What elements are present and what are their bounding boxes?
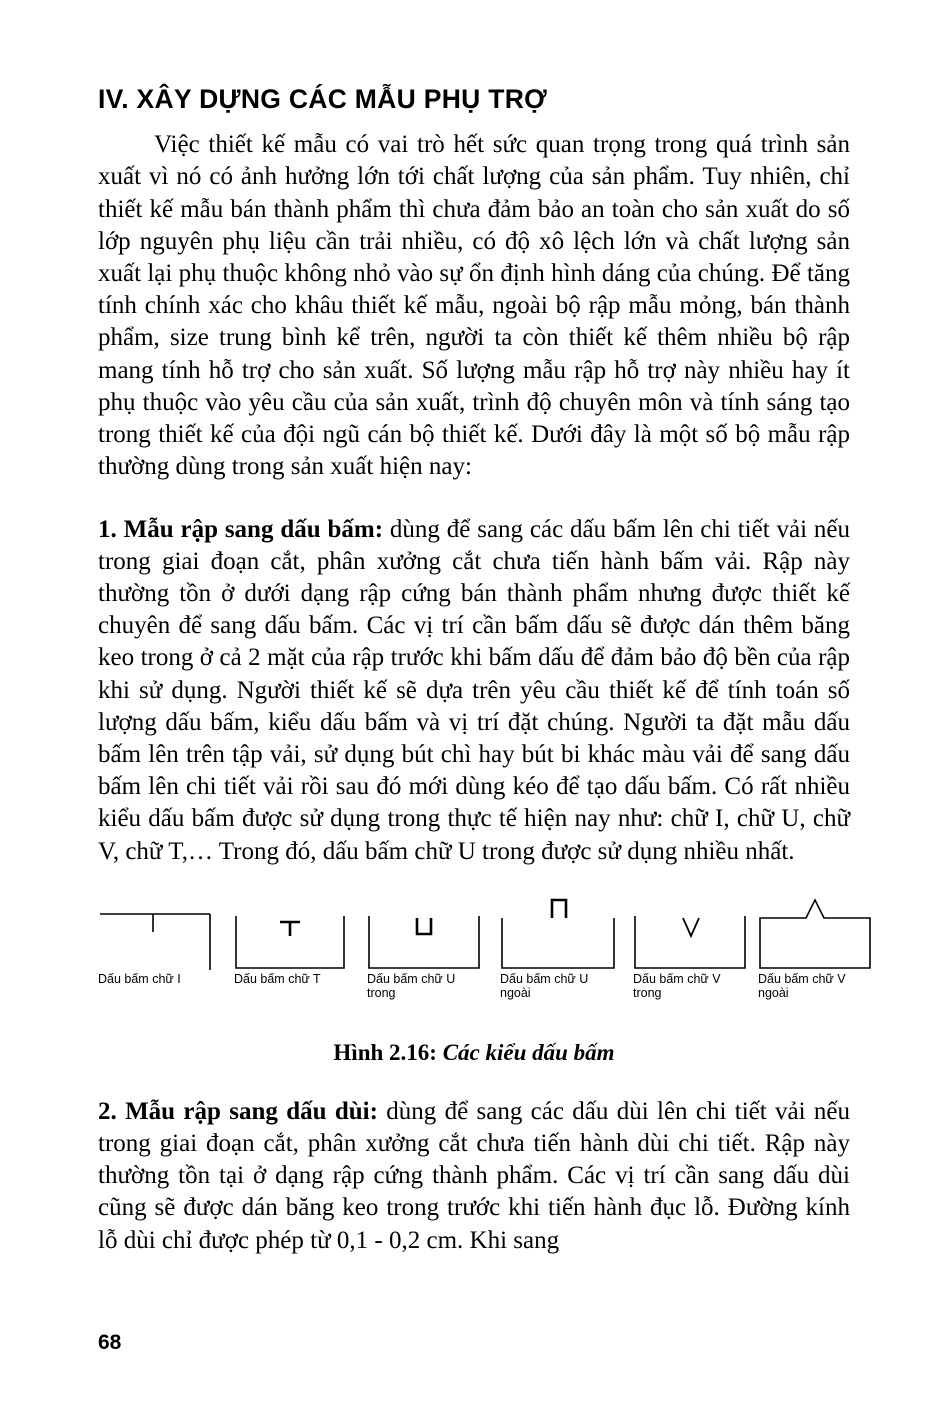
section-2-lead: 2. Mẫu rập sang dấu dùi: xyxy=(98,1097,378,1125)
notch-panel-v-out xyxy=(758,892,884,1016)
figure-caption-text: Các kiểu dấu bấm xyxy=(436,1039,615,1065)
notch-panel-t xyxy=(234,892,360,1016)
notch-u-in-icon xyxy=(367,892,493,970)
notch-label-u-in: Dấu bấm chữ U trong xyxy=(367,971,456,1001)
notch-i-icon xyxy=(98,892,224,970)
section-1-lead: 1. Mẫu rập sang dấu bấm: xyxy=(98,515,384,543)
notch-t-icon xyxy=(234,892,360,970)
notch-label-u-out: Dấu bấm chữ U ngoài xyxy=(500,971,589,1001)
notch-label-v-in: Dấu bấm chữ V trong xyxy=(633,971,721,1001)
page-title: IV. XÂY DỰNG CÁC MẪU PHỤ TRỢ xyxy=(98,84,548,114)
notch-panel-u-in xyxy=(367,892,493,1016)
section-2-body: dùng để sang các dấu dùi lên chi tiết vải nếu trong giai đoạn cắt, phân xưởng cắt chưa tiến hành dùi chi tiết. Rập này thường tồn tại ở dạng rập cứng thành phẩm. Các vị trí cần sang dấu dùi cũng sẽ được dán băng keo trong trước khi tiến hành đục lỗ. Đường kính lỗ dùi chỉ được phép từ 0,1 - 0,2 cm. Khi sang xyxy=(98,1097,850,1254)
section-2-paragraph xyxy=(98,1096,850,1257)
notch-panel-i xyxy=(98,892,224,1016)
spacer xyxy=(98,484,850,514)
intro-paragraph: Việc thiết kế mẫu có vai trò hết sức quan trọng trong quá trình sản xuất vì nó có ảnh hưởng lớn tới chất lượng của sản phẩm. Tuy nhiên, chỉ thiết kế mẫu bán thành phẩm thì chưa đảm bảo an toàn cho sản xuất do số lớp nguyên phụ liệu cần trải nhiều, có độ xô lệch lớn và chất lượng sản xuất lại phụ thuộc không nhỏ vào sự ổn định hình dáng của chúng. Để tăng tính chính xác cho khâu thiết kế mẫu, ngoài bộ rập mẫu mỏng, bán thành phẩm, size trung bình kể trên, người ta còn thiết kế thêm nhiều bộ rập mang tính hỗ trợ cho sản xuất. Số lượng mẫu rập hỗ trợ này nhiều hay ít phụ thuộc vào yêu cầu của sản xuất, trình độ chuyên môn và tính sáng tạo trong thiết kế của đội ngũ cán bộ thiết kế. Dưới đây là một số bộ mẫu rập thường dùng trong sản xuất hiện nay: xyxy=(98,131,850,481)
notch-panel-v-in xyxy=(633,892,759,1016)
figure-caption-number: Hình 2.16: xyxy=(333,1039,437,1065)
notch-panel-u-out xyxy=(500,892,626,1016)
notch-diagram-row xyxy=(98,892,850,1016)
section-1-paragraph xyxy=(98,514,850,868)
notch-u-out-icon xyxy=(500,892,626,970)
page-content xyxy=(98,84,850,1257)
spacer xyxy=(98,868,850,892)
spacer xyxy=(98,1066,850,1096)
section-1-body: dùng để sang các dấu bấm lên chi tiết vải nếu trong giai đoạn cắt, phân xưởng cắt chưa tiến hành bấm vải. Rập này thường tồn ở dưới dạng rập cứng bán thành phẩm nhưng được thiết kế chuyên để sang dấu bấm. Các vị trí cần bấm dấu sẽ được dán thêm băng keo trong ở cả 2 mặt của rập trước khi bấm dấu để đảm bảo độ bền của rập khi sử dụng. Người thiết kế sẽ dựa trên yêu cầu thiết kế để tính toán số lượng dấu bấm, kiểu dấu bấm và vị trí đặt chúng. Người ta đặt mẫu dấu bấm lên trên tập vải, sử dụng bút chì hay bút bi khác màu vải để sang dấu bấm lên chi tiết vải rồi sau đó mới dùng kéo để tạo dấu bấm. Có rất nhiều kiểu dấu bấm được sử dụng trong thực tế hiện nay như: chữ I, chữ U, chữ V, chữ T,… Trong đó, dấu bấm chữ U trong được sử dụng nhiều nhất. xyxy=(98,515,850,865)
notch-label-i: Dấu bấm chữ I xyxy=(98,971,181,986)
notch-v-in-icon xyxy=(633,892,759,970)
figure-2-16 xyxy=(98,892,850,1066)
notch-v-out-icon xyxy=(758,892,884,970)
notch-label-v-out: Dấu bấm chữ V ngoài xyxy=(758,971,846,1001)
notch-label-t: Dấu bấm chữ T xyxy=(234,971,321,986)
page-number: 68 xyxy=(98,1331,122,1354)
figure-caption xyxy=(98,1040,850,1066)
